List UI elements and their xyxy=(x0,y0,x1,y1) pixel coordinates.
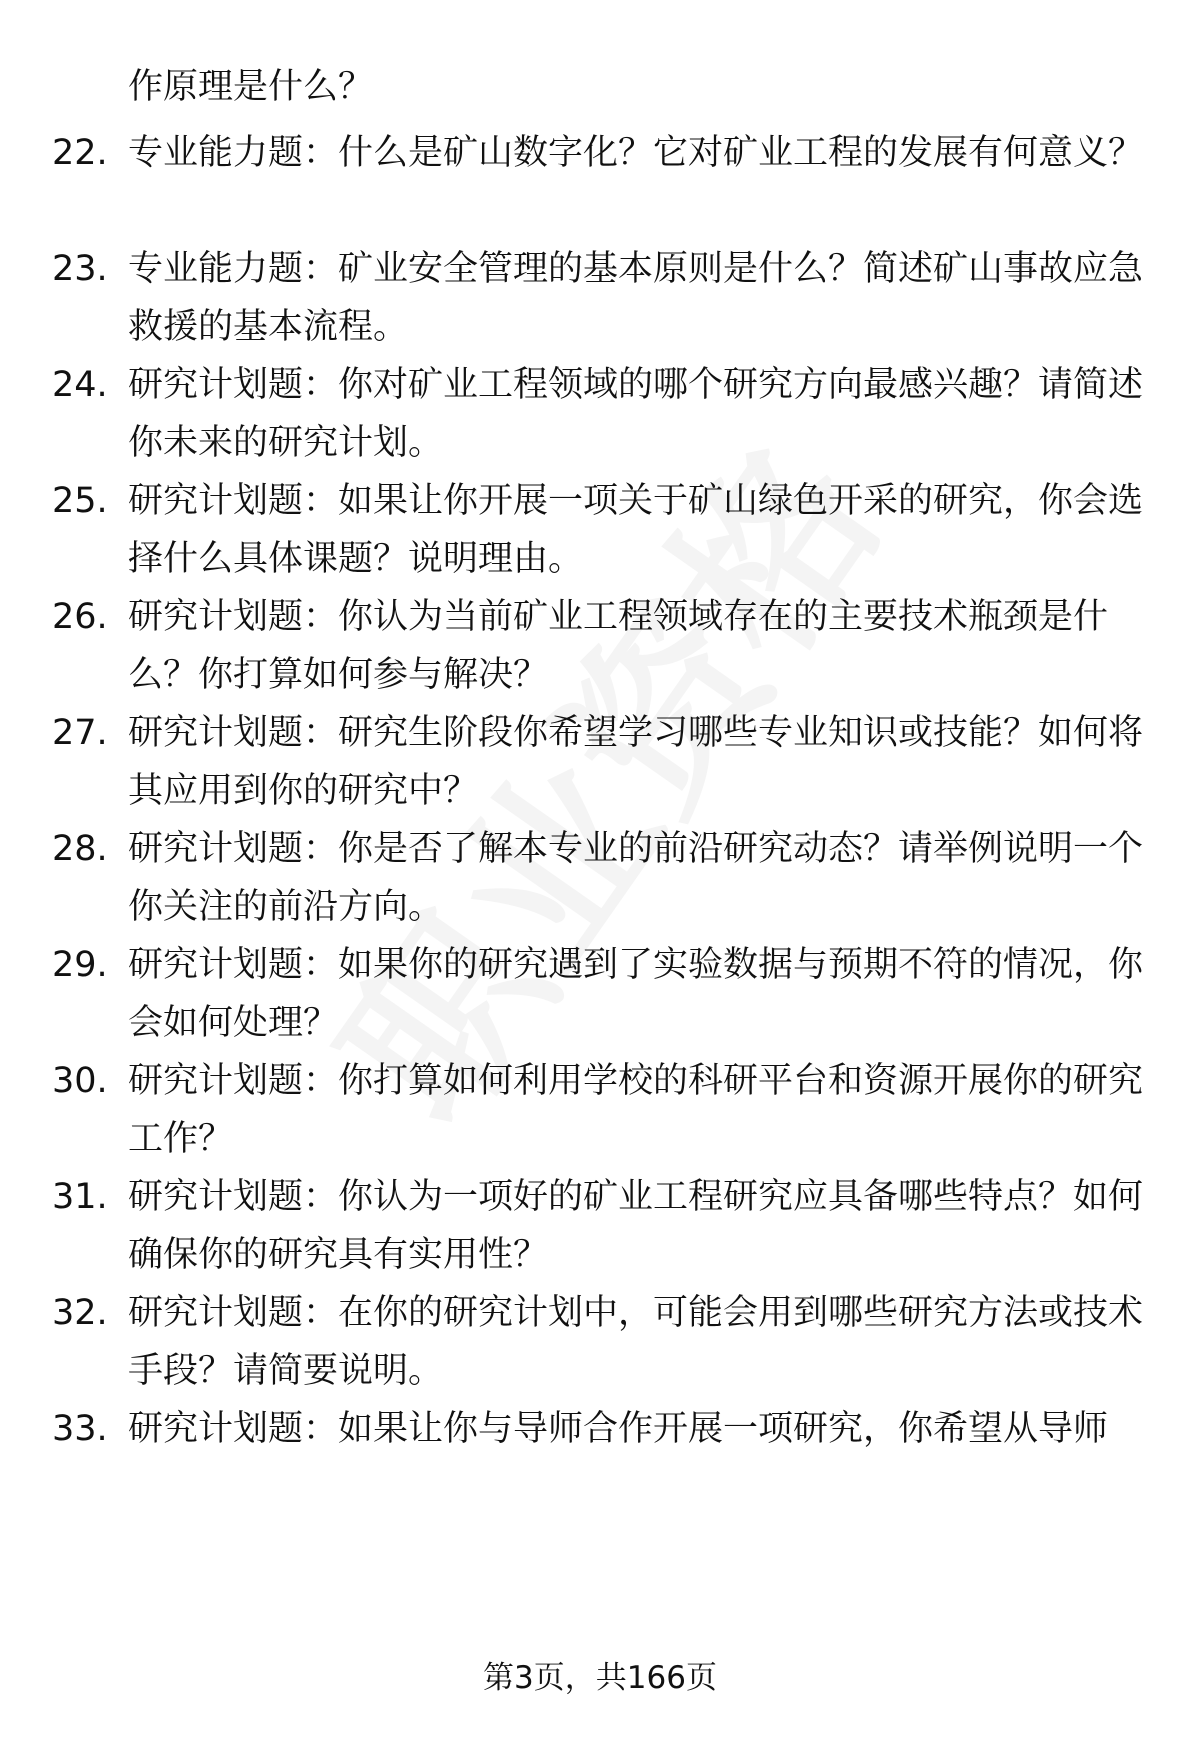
page-footer: 第3页，共166页 xyxy=(483,1660,717,1696)
item-text: 研究计划题：你对矿业工程领域的哪个研究方向最感兴趣？请简述你未来的研究计划。 xyxy=(128,365,1144,463)
item-text: 研究计划题：在你的研究计划中，可能会用到哪些研究方法或技术手段？请简要说明。 xyxy=(128,1293,1144,1391)
item-number: 23. xyxy=(52,249,108,289)
item-number: 22. xyxy=(52,133,108,173)
item-text: 研究计划题：如果你的研究遇到了实验数据与预期不符的情况，你会如何处理？ xyxy=(128,945,1144,1043)
item-number: 26. xyxy=(52,597,108,637)
item-number: 28. xyxy=(52,829,108,869)
item-text: 研究计划题：你是否了解本专业的前沿研究动态？请举例说明一个你关注的前沿方向。 xyxy=(128,829,1144,927)
item-text: 研究计划题：如果让你与导师合作开展一项研究，你希望从导师 xyxy=(128,1409,1109,1449)
item-number: 24. xyxy=(52,365,108,405)
item-text: 专业能力题：矿业安全管理的基本原则是什么？简述矿山事故应急救援的基本流程。 xyxy=(128,249,1144,347)
item-text: 研究计划题：你认为当前矿业工程领域存在的主要技术瓶颈是什么？你打算如何参与解决？ xyxy=(128,597,1109,695)
item-text: 研究计划题：你打算如何利用学校的科研平台和资源开展你的研究工作？ xyxy=(128,1061,1144,1159)
continued-text: 作原理是什么？ xyxy=(128,67,374,107)
item-number: 29. xyxy=(52,945,108,985)
item-text: 研究计划题：如果让你开展一项关于矿山绿色开采的研究，你会选择什么具体课题？说明理由。 xyxy=(128,481,1144,579)
item-number: 30. xyxy=(52,1061,108,1101)
item-text: 研究计划题：研究生阶段你希望学习哪些专业知识或技能？如何将其应用到你的研究中？ xyxy=(128,713,1144,811)
item-text: 专业能力题：什么是矿山数字化？它对矿业工程的发展有何意义？ xyxy=(128,133,1144,173)
item-number: 31. xyxy=(52,1177,108,1217)
item-number: 33. xyxy=(52,1409,108,1449)
item-number: 27. xyxy=(52,713,108,753)
item-number: 25. xyxy=(52,481,108,521)
item-number: 32. xyxy=(52,1293,108,1333)
item-text: 研究计划题：你认为一项好的矿业工程研究应具备哪些特点？如何确保你的研究具有实用性？ xyxy=(128,1177,1144,1275)
